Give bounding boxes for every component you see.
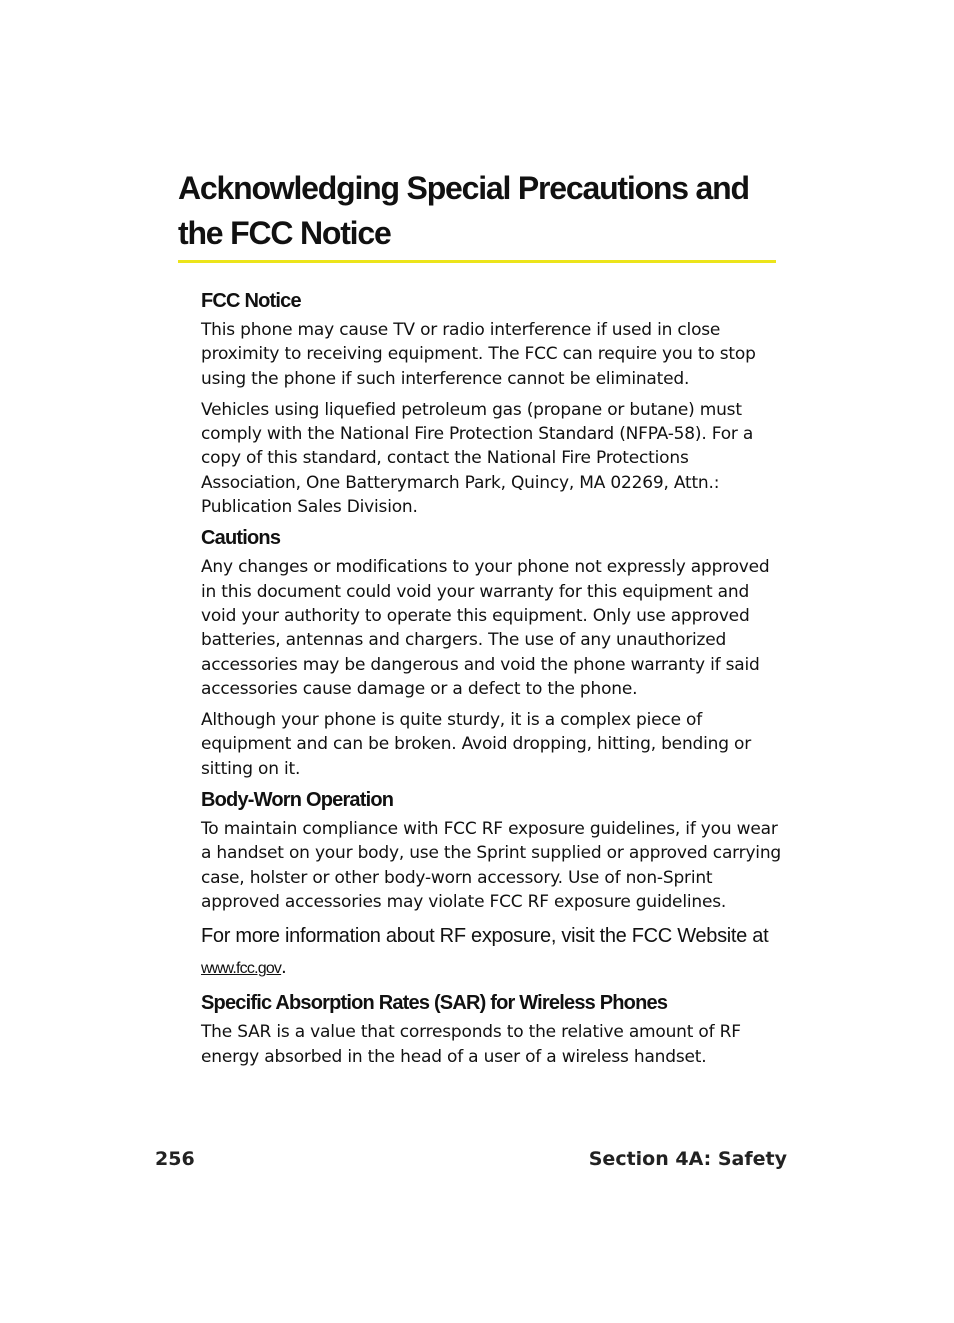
fcc-notice-heading: FCC Notice bbox=[201, 290, 301, 312]
cautions-paragraph-2: Although your phone is quite sturdy, it is a complex piece of equipment and can be broken. Avoid dropping, hitting, bending or sitting on it. bbox=[201, 710, 751, 779]
cautions-heading: Cautions bbox=[201, 527, 281, 550]
page-title: Acknowledging Special Precautions and the FCC Notice bbox=[178, 170, 749, 251]
fcc-notice-paragraph-1: This phone may cause TV or radio interference if used in close proximity to receiving equipment. The FCC can require you to stop using the phone if such interference cannot be eliminated. bbox=[201, 320, 756, 389]
fcc-notice-paragraph-2: Vehicles using liquefied petroleum gas (propane or butane) must comply with the National Fire Protection Standard (NFPA-58). For a copy of this standard, contact the National Fire Protections Association, One Batterymarch Park, Quincy, MA 02269, Attn.: Publication Sales Division. bbox=[201, 399, 754, 518]
rf-exposure-note bbox=[201, 921, 781, 984]
main-content bbox=[201, 286, 781, 1069]
body-worn-heading: Body-Worn Operation bbox=[201, 789, 394, 812]
cautions-paragraph-1: Any changes or modifications to your phone not expressly approved in this document could void your warranty for this equipment and void your authority to operate this equipment. Only use approved batteries, antennas and chargers. The use of any unauthorized accessories may be dangerous and void the phone warranty if said accessories cause damage or a defect to the phone. bbox=[201, 557, 770, 699]
page-number: 256 bbox=[155, 1148, 195, 1170]
sar-heading: Specific Absorption Rates (SAR) for Wireless Phones bbox=[201, 992, 668, 1015]
body-worn-paragraph-1: To maintain compliance with FCC RF exposure guidelines, if you wear a handset on your body, use the Sprint supplied or approved carrying case, holster or other body-worn accessory. Use of non-Sprint approved accessories may violate FCC RF exposure guidelines. bbox=[201, 819, 781, 912]
sar-paragraph-1: The SAR is a value that corresponds to the relative amount of RF energy absorbed in the head of a user of a wireless handset. bbox=[201, 1022, 741, 1067]
title-rule bbox=[178, 260, 776, 263]
section-label: Section 4A: Safety bbox=[588, 1148, 787, 1170]
rf-exposure-note-text: For more information about RF exposure, visit the FCC Website at bbox=[201, 925, 769, 948]
fcc-website-link[interactable]: www.fcc.gov bbox=[201, 960, 282, 978]
rf-exposure-note-end: . bbox=[281, 956, 287, 979]
